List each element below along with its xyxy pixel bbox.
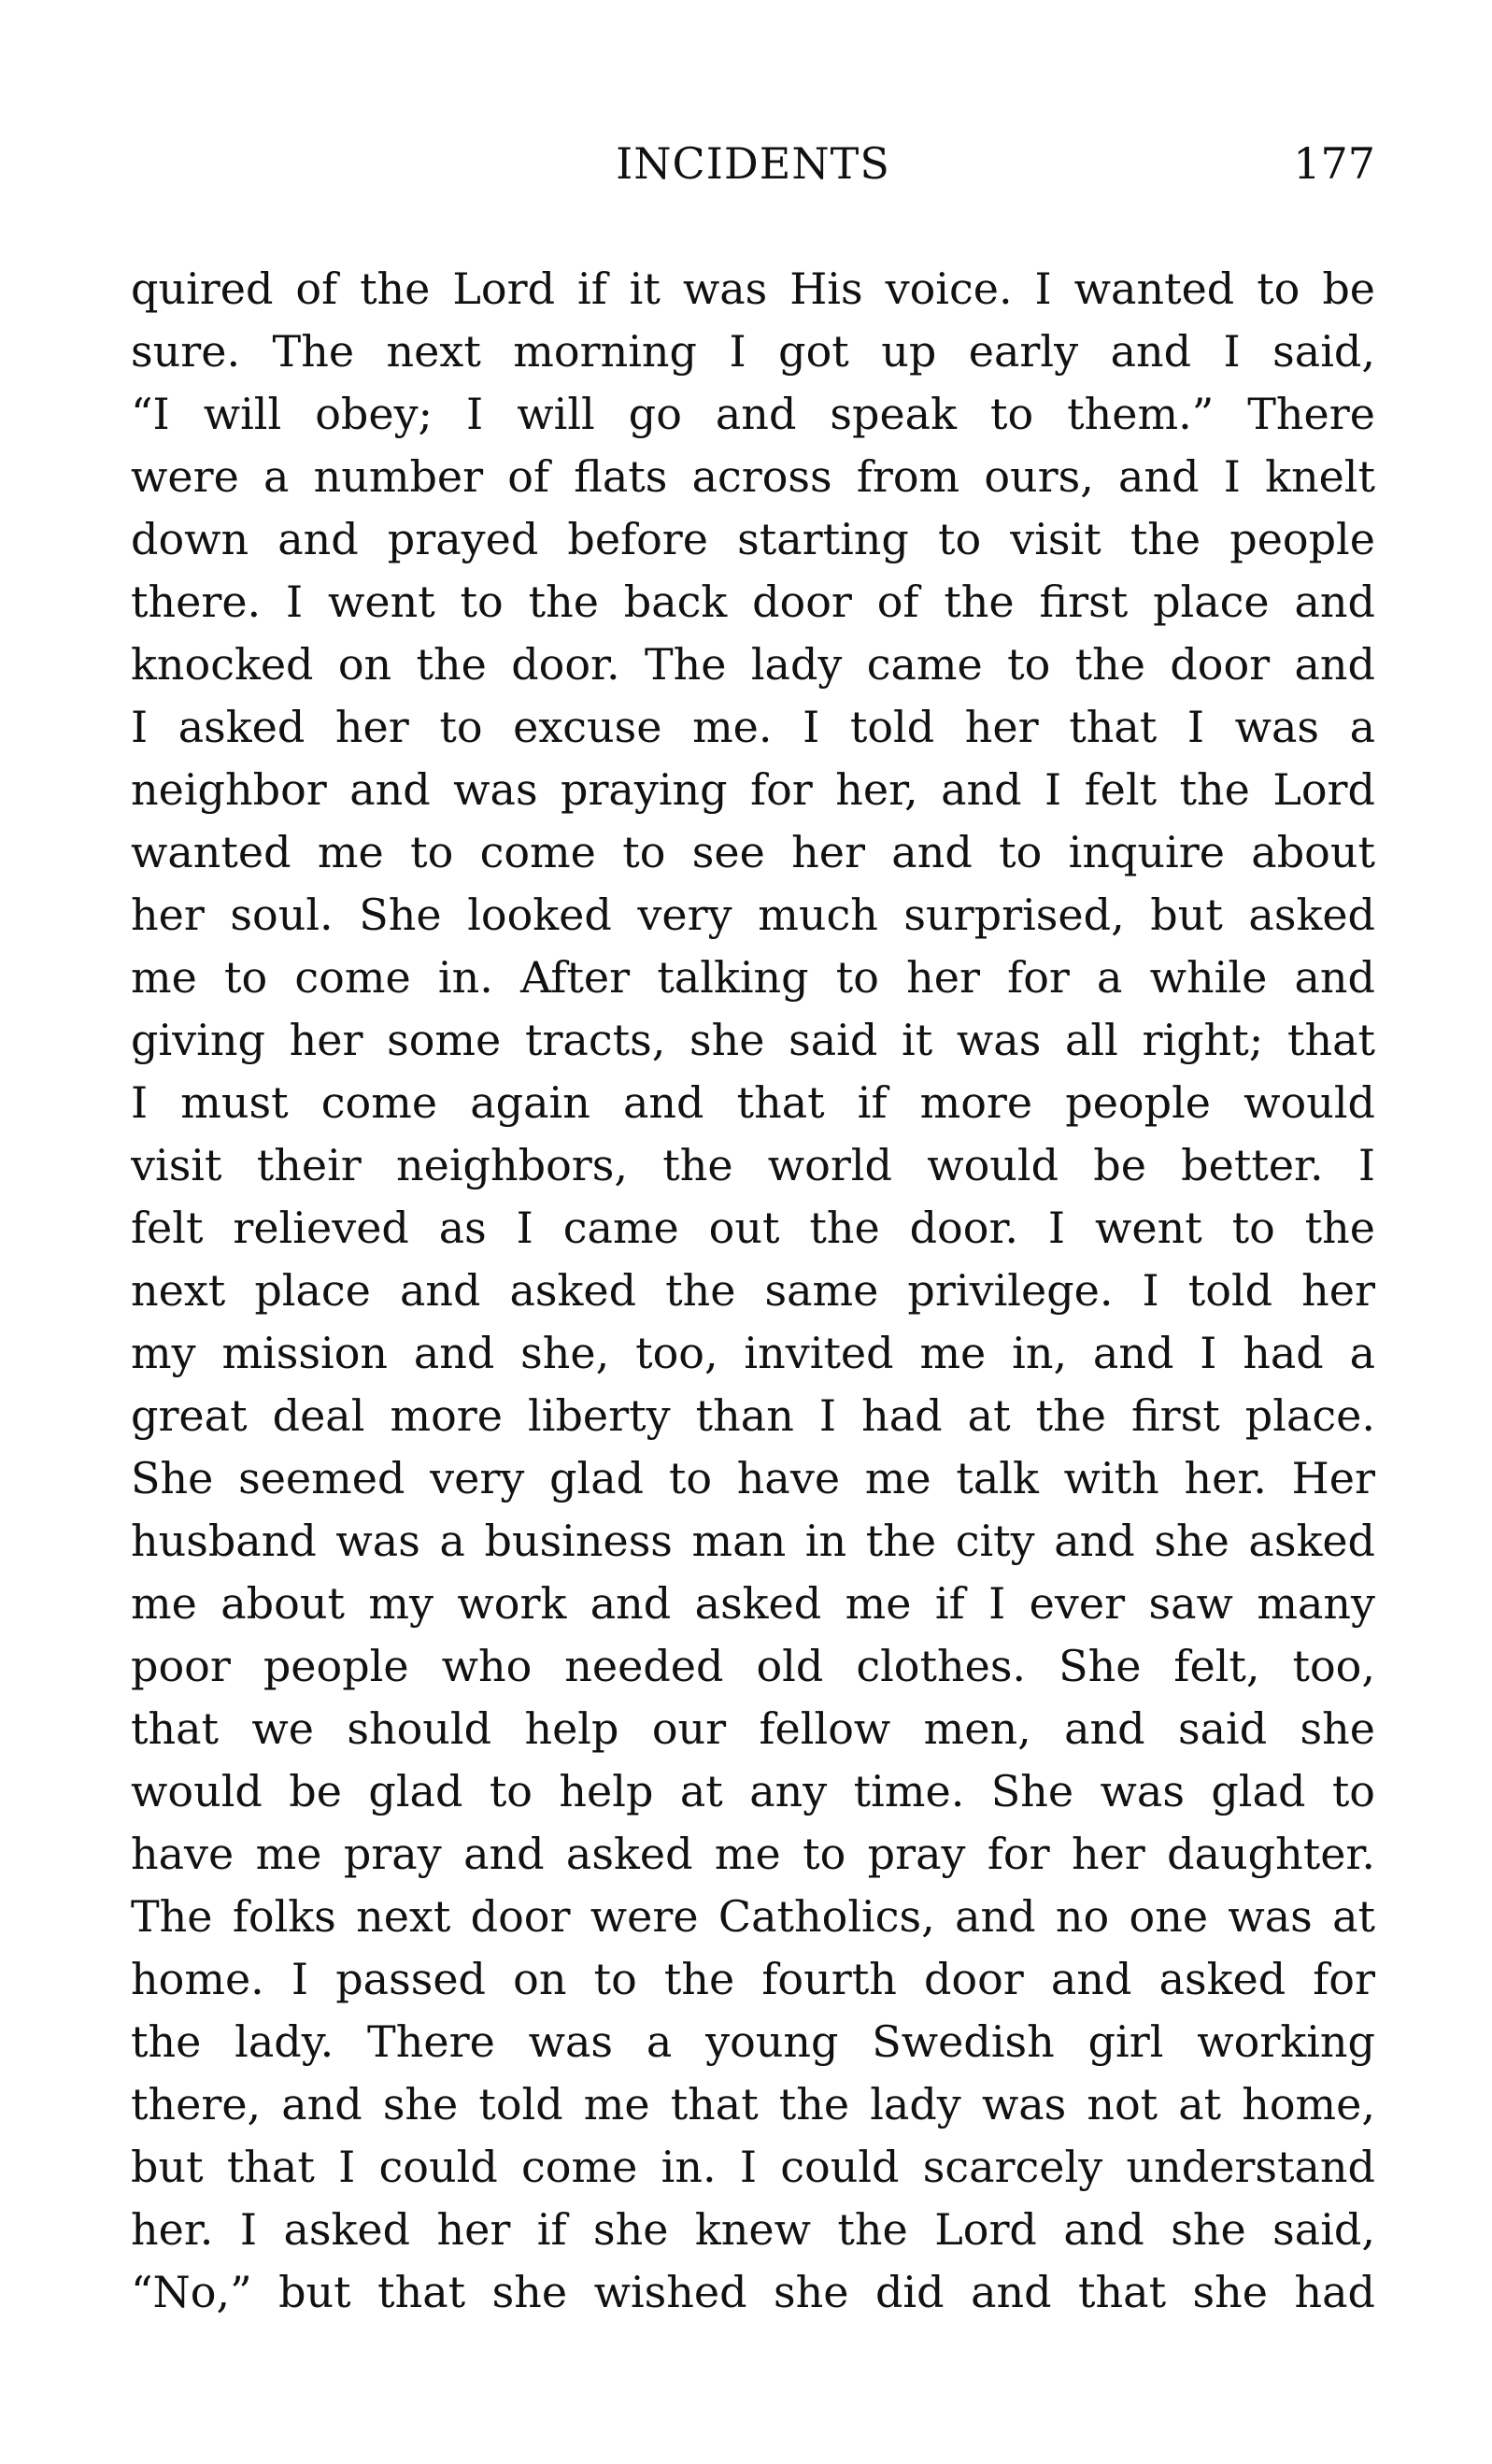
text-line: there, and she told me that the lady was not at home, bbox=[131, 2079, 1375, 2129]
running-head bbox=[131, 131, 1375, 196]
text-line: down and prayed before starting to visit the people bbox=[131, 514, 1375, 564]
text-line: but that I could come in. I could scarcely understand bbox=[131, 2142, 1375, 2192]
text-line: my mission and she, too, invited me in, and I had a bbox=[131, 1328, 1375, 1378]
page-number: 177 bbox=[1293, 138, 1375, 189]
text-line: great deal more liberty than I had at the first place. bbox=[131, 1390, 1375, 1441]
text-line: the lady. There was a young Swedish girl working bbox=[131, 2016, 1375, 2067]
text-line: felt relieved as I came out the door. I went to the bbox=[131, 1203, 1375, 1253]
text-line: home. I passed on to the fourth door and asked for bbox=[131, 1954, 1375, 2004]
text-line: have me pray and asked me to pray for her daughter. bbox=[131, 1829, 1375, 1879]
text-line: sure. The next morning I got up early and I said, bbox=[131, 326, 1375, 377]
text-line: me to come in. After talking to her for a while and bbox=[131, 952, 1375, 1003]
text-line: The folks next door were Catholics, and no one was at bbox=[131, 1891, 1375, 1942]
text-line: quired of the Lord if it was His voice. I wanted to be bbox=[131, 263, 1375, 314]
text-line: She seemed very glad to have me talk with her. Her bbox=[131, 1453, 1375, 1503]
text-line: next place and asked the same privilege. I told her bbox=[131, 1265, 1375, 1316]
text-line: me about my work and asked me if I ever saw many bbox=[131, 1578, 1375, 1629]
text-line: were a number of flats across from ours, and I knelt bbox=[131, 451, 1375, 502]
text-line: that we should help our fellow men, and said she bbox=[131, 1703, 1375, 1754]
text-line: knocked on the door. The lady came to the door and bbox=[131, 639, 1375, 690]
text-line: husband was a business man in the city and she asked bbox=[131, 1516, 1375, 1566]
text-line: there. I went to the back door of the first place and bbox=[131, 577, 1375, 627]
text-line: giving her some tracts, she said it was all right; that bbox=[131, 1015, 1375, 1065]
text-line: would be glad to help at any time. She was glad to bbox=[131, 1766, 1375, 1816]
text-line: her soul. She looked very much surprised, but asked bbox=[131, 890, 1375, 940]
text-line: visit their neighbors, the world would be better. I bbox=[131, 1140, 1375, 1190]
body-text bbox=[131, 258, 1375, 2324]
text-line: I must come again and that if more people would bbox=[131, 1077, 1375, 1128]
text-line: neighbor and was praying for her, and I felt the Lord bbox=[131, 764, 1375, 815]
text-line: I asked her to excuse me. I told her that I was a bbox=[131, 702, 1375, 752]
text-line: wanted me to come to see her and to inquire about bbox=[131, 827, 1375, 877]
text-line: “No,” but that she wished she did and that she had bbox=[131, 2267, 1375, 2317]
text-line: her. I asked her if she knew the Lord and she said, bbox=[131, 2204, 1375, 2255]
text-line: “I will obey; I will go and speak to them.” There bbox=[131, 389, 1375, 439]
running-title: INCIDENTS bbox=[616, 138, 890, 189]
text-line: poor people who needed old clothes. She felt, too, bbox=[131, 1641, 1375, 1691]
